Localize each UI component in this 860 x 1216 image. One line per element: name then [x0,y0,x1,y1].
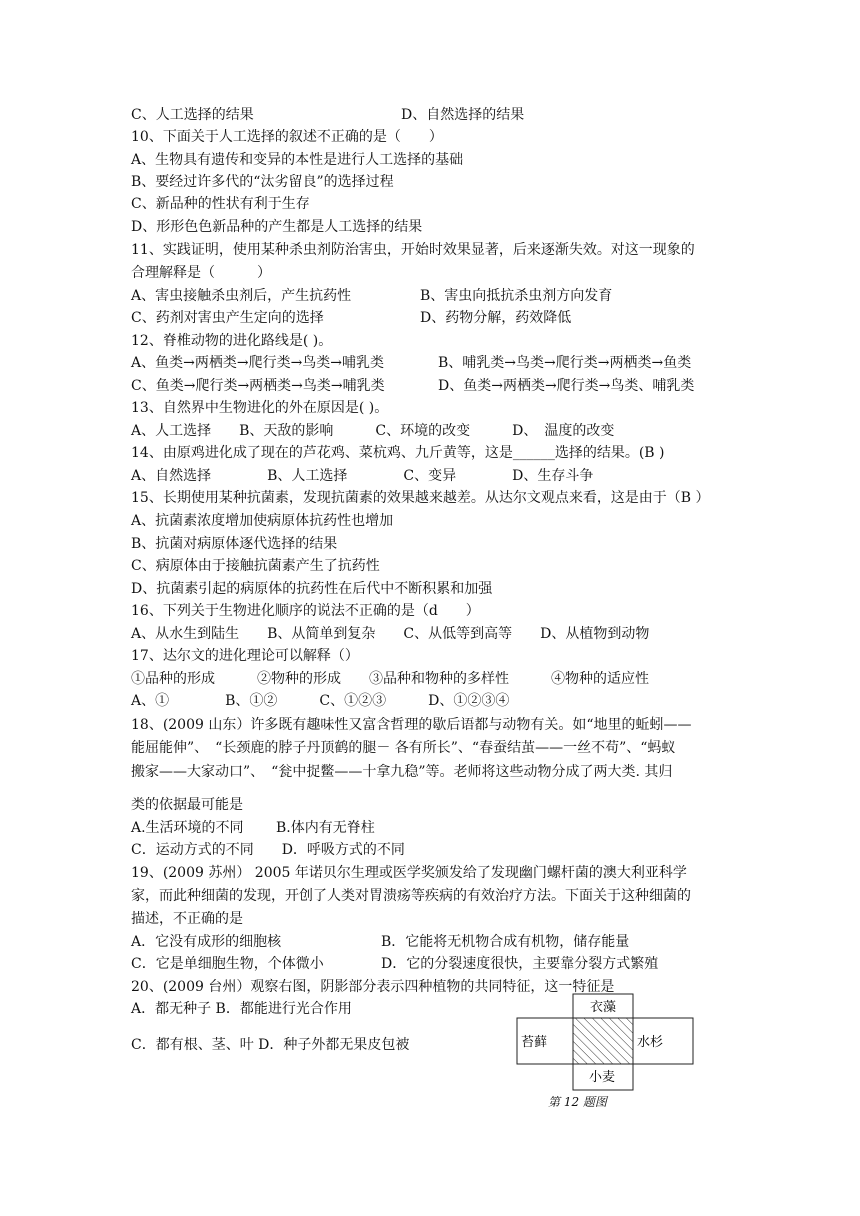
option-d: D、药物分解，药效降低 [420,310,572,326]
option-line: B、要经过许多代的“汰劣留良”的选择过程 [131,174,394,190]
shared-feature-area [573,1018,633,1064]
option-c: C．它是单细胞生物，个体微小 [131,956,324,972]
option-row: A、① B、①② C、①②③ D、①②③④ [131,693,510,709]
label-right: 水杉 [637,1035,664,1050]
statement-row: ①品种的形成 ②物种的形成 ③品种和物种的多样性 ④物种的适应性 [131,671,649,687]
option-row: C．都有根、茎、叶 D．种子外都无果皮包被 [131,1037,410,1053]
option-d: D、鱼类→两栖类→爬行类→鸟类、哺乳类 [438,378,695,394]
question-14: 14、由原鸡进化成了现在的芦花鸡、菜杭鸡、九斤黄等，这是______选择的结果。(B ) [131,445,665,461]
question-19-cont: 家，而此种细菌的发现，开创了人类对胃溃疡等疾病的有效治疗方法。下面关于这种细菌的 [131,888,691,904]
figure-caption: 第 12 题图 [548,1095,607,1109]
option-d: D、自然选择的结果 [401,107,525,123]
question-18-cont: 类的依据最可能是 [131,797,243,813]
cross-diagram-svg [515,992,695,1092]
option-row: A、自然选择 B、人工选择 C、变异 D、生存斗争 [131,468,594,484]
option-row [131,352,692,374]
question-20: 20、(2009 台州）观察右图，阴影部分表示四种植物的共同特征，这一特征是 [131,979,615,995]
option-line: B、抗菌对病原体逐代选择的结果 [131,536,338,552]
option-line: C、新品种的性状有利于生存 [131,196,310,212]
option-row [131,307,572,329]
option-row [131,285,613,307]
option-b: B、哺乳类→鸟类→爬行类→两栖类→鱼类 [438,355,692,371]
label-bottom: 小麦 [589,1070,616,1085]
question-13: 13、自然界中生物进化的外在原因是( )。 [131,400,389,416]
option-line: A、抗菌素浓度增加使病原体抗药性也增加 [131,513,394,529]
option-c: C、人工选择的结果 [131,107,254,123]
option-c: C、鱼类→爬行类→两栖类→鸟类→哺乳类 [131,378,385,394]
option-a: A．它没有成形的细胞核 [131,934,282,950]
label-top: 衣藻 [589,1000,617,1015]
option-c: C、药剂对害虫产生定向的选择 [131,310,324,326]
plant-cross-diagram [515,992,695,1096]
question-12: 12、脊椎动物的进化路线是( )。 [131,333,333,349]
question-16: 16、下列关于生物进化顺序的说法不正确的是（d ） [131,603,480,619]
question-19-cont: 描述，不正确的是 [131,911,243,927]
option-line: C、病原体由于接触抗菌素产生了抗药性 [131,558,380,574]
option-line: D、抗菌素引起的病原体的抗药性在后代中不断积累和加强 [131,581,493,597]
question-19: 19、(2009 苏州） 2005 年诺贝尔生理或医学奖颁发给了发现幽门螺杆菌的澳大利亚科学 [131,865,687,881]
option-row: C．运动方式的不同 D．呼吸方式的不同 [131,842,405,858]
option-a: A、鱼类→两栖类→爬行类→鸟类→哺乳类 [131,355,385,371]
option-line: A、生物具有遗传和变异的本性是进行人工选择的基础 [131,152,464,168]
option-d: D．它的分裂速度很快，主要靠分裂方式繁殖 [381,956,659,972]
option-line: D、形形色色新品种的产生都是人工选择的结果 [131,219,423,235]
option-row: A、从水生到陆生 B、从简单到复杂 C、从低等到高等 D、从植物到动物 [131,626,650,642]
option-row: A、人工选择 B、天敌的影响 C、环境的改变 D、 温度的改变 [131,423,615,439]
option-row [131,375,695,397]
question-18: 18、(2009 山东）许多既有趣味性又富含哲理的歇后语都与动物有关。如“地里的蚯蚓—— [131,717,692,733]
question-11-cont: 合理解释是（ ） [131,265,271,281]
question-11: 11、实践证明，使用某种杀虫剂防治害虫，开始时效果显著，后来逐渐失效。对这一现象的 [131,242,695,258]
question-18-cont: 能屈能伸”、 “长颈鹿的脖子丹顶鹤的腿－ 各有所长”、“春蚕结茧——一丝不苟”、“蚂蚁 [131,740,676,756]
question-15: 15、长期使用某种抗菌素，发现抗菌素的效果越来越差。从达尔文观点来看，这是由于（B ） [131,490,710,506]
option-row [131,953,659,975]
option-a: A、害虫接触杀虫剂后，产生抗药性 [131,288,352,304]
label-left: 苔藓 [521,1035,548,1050]
option-b: B、害虫向抵抗杀虫剂方向发育 [420,288,613,304]
question-10: 10、下面关于人工选择的叙述不正确的是（ ） [131,129,443,145]
question-18-cont: 搬家——大家动口”、 “瓮中捉鳖——十拿九稳”等。老师将这些动物分成了两大类. 其归 [131,764,673,780]
question-17: 17、达尔文的进化理论可以解释（） [131,648,359,664]
option-row [131,931,630,953]
option-row: A.生活环境的不同 B.体内有无脊柱 [131,820,375,836]
option-b: B．它能将无机物合成有机物，储存能量 [381,934,630,950]
line-1 [131,104,525,126]
option-row: A．都无种子 B．都能进行光合作用 [131,1001,352,1017]
